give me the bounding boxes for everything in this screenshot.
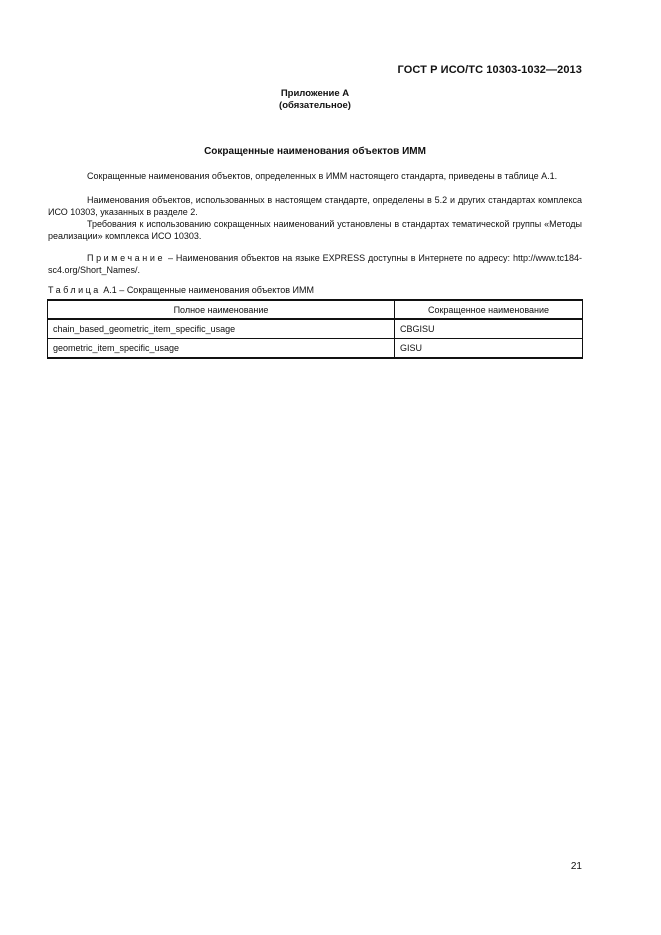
table-header-row: [48, 300, 583, 319]
table-row: [48, 339, 583, 359]
standard-code-header: ГОСТ Р ИСО/ТС 10303-1032—2013: [397, 64, 582, 76]
table-caption: [48, 285, 314, 295]
annex-status: (обязательное): [279, 100, 351, 111]
note-paragraph: [48, 252, 582, 276]
short-names-table: [47, 299, 583, 359]
note-text: – Наименования объектов на языке EXPRESS доступны в Интернете по адресу: http://www.tc184-sc4.org/Short_Names/.: [48, 253, 582, 275]
paragraph-3-block: [48, 218, 582, 242]
paragraph-1: Сокращенные наименования объектов, определенных в ИММ настоящего стандарта, приведены в таблице А.1.: [87, 171, 558, 181]
table-caption-label: Таблица: [48, 285, 101, 295]
table-cell-full-name: geometric_item_specific_usage: [48, 339, 395, 359]
table-cell-short-name: GISU: [395, 339, 583, 359]
paragraph-2-block: [48, 194, 582, 218]
paragraph-2: Наименования объектов, использованных в настоящем стандарте, определены в 5.2 и других стандартах комплекса ИСО 10303, указанных в разделе 2.: [48, 195, 582, 217]
table-row: [48, 319, 583, 339]
note-label: Примечание: [87, 253, 166, 263]
page-number: 21: [570, 861, 582, 872]
annex-title: Приложение А: [280, 88, 350, 99]
table-header-short-name: Сокращенное наименование: [395, 300, 583, 319]
section-title: Сокращенные наименования объектов ИММ: [204, 146, 426, 157]
table-cell-full-name: chain_based_geometric_item_specific_usage: [48, 319, 395, 339]
paragraph-3: Требования к использованию сокращенных наименований установлены в стандартах тематической группы «Методы реализации» комплекса ИСО 10303.: [48, 219, 582, 241]
note-block: [48, 252, 582, 276]
table-cell-short-name: CBGISU: [395, 319, 583, 339]
paragraph-1-block: [48, 170, 582, 182]
table-caption-text: А.1 – Сокращенные наименования объектов ИММ: [100, 285, 315, 295]
table-header-full-name: Полное наименование: [48, 300, 395, 319]
